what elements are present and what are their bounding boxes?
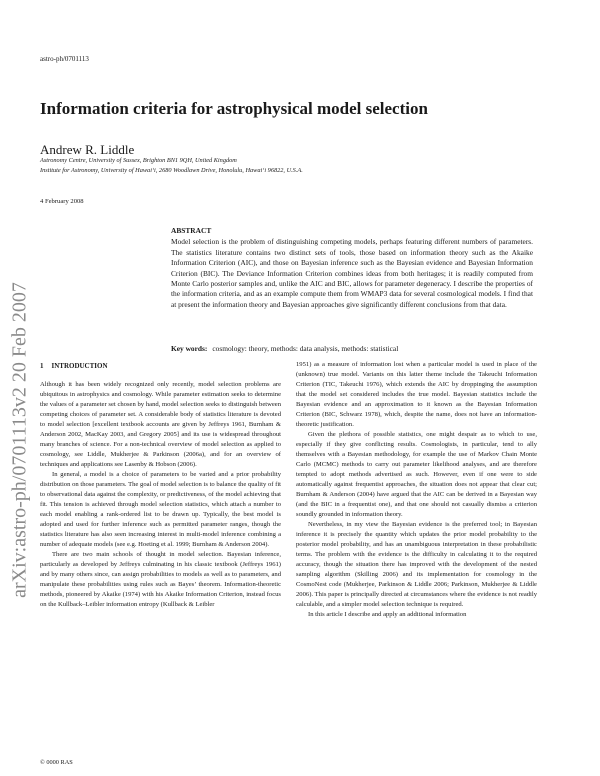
keywords-text: cosmology: theory, methods: data analysis, methods: statistical [212, 344, 399, 353]
section-title: INTRODUCTION [51, 362, 108, 370]
abstract-heading: ABSTRACT [171, 226, 212, 235]
arxiv-side-stamp-text: arXiv:astro-ph/0701113v2 20 Feb 2007 [8, 282, 31, 598]
keywords [171, 344, 398, 353]
left-column [40, 380, 281, 610]
abstract [171, 226, 533, 310]
right-column [296, 360, 537, 620]
copyright-footer: © 0000 RAS [40, 759, 73, 766]
paper-author: Andrew R. Liddle [40, 142, 135, 157]
paragraph: Although it has been widely recognized only recently, model selection problems are ubiquitous in astrophysics and cosmology. While parameter estimation seeks to determine the values of a parameter set chosen by hand, model selection seeks to distinguish between competing choices of parameter set. A considerable body of statistics literature is devoted to model selection [excellent textbook accounts are given by Jeffreys 1961, Burnham & Anderson 2002, MacKay 2003, and Gregory 2005] and its use is widespread throughout many branches of science. For a non-technical overview of model selection as applied to cosmology, see Liddle, Mukherjee & Parkinson (2006a), and for an overview of techniques and applications see Lasenby & Hobson (2006). [40, 381, 281, 468]
paragraph: Given the plethora of possible statistics, one might despair as to which to use, especially if they give conflicting results. Cosmologists, in particular, tend to ally themselves with a Bayesian methodology, for example the use of Markov Chain Monte Carlo (MCMC) methods to carry out parameter likelihood analyses, and are therefore tempted to adopt methods advertised as such. However, even if one were to side automatically against frequentist approaches, the situation does not appear that clear cut; Burnham & Anderson (2004) have argued that the AIC can be derived in a Bayesian way (and the BIC in a frequentist one), and that one should not casually dismiss a criterion soundly grounded in information theory. [296, 431, 537, 518]
arxiv-id: astro-ph/0701113 [40, 55, 89, 63]
section-heading [40, 362, 108, 370]
paragraph: 1951) as a measure of information lost when a particular model is used in place of the (unknown) true model. Variants on this latter theme include the Takeuchi Information Criterion (TIC, Takeuchi 1976), which extends the AIC by droppinging the assumption that the model set considered includes the true model. Bayesian statistics include the Bayesian evidence and an approximation to it known as the Bayesian Information Criterion (BIC, Schwarz 1978), which, despite the name, does not have an information-theoretic justification. [296, 361, 537, 428]
affiliation-1: Astronomy Centre, University of Sussex, Brighton BN1 9QH, United Kingdom [40, 157, 237, 164]
paragraph: There are two main schools of thought in model selection. Bayesian inference, particularly as developed by Jeffreys culminating in his classic textbook (Jeffreys 1961) and by many others since, can assign probabilities to models as well as to parameters, and manipulate these probabilities using rules such as Bayes’ theorem. Information-theoretic methods, pioneered by Akaike (1974) with his Akaike Information Criterion, instead focus on the Kullback–Leibler information entropy (Kullback & Leibler [40, 551, 281, 608]
paragraph: Nevertheless, in my view the Bayesian evidence is the preferred tool; in Bayesian inference it is precisely the quantity which updates the prior model probability to the posterior model probability, and has an unambiguous interpretation in these probabilistic terms. The problem with the evidence is the difficulty in calculating it to the required accuracy, though the situation there has improved with the development of the nested sampling algorithm (Skilling 2006) and its implementation for cosmology in the CosmoNest code (Mukherjee, Parkinson & Liddle 2006; Parkinson, Mukherjee & Liddle 2006). This paper is principally directed at circumstances where the evidence is not readily calculable, and a simpler model selection technique is required. [296, 521, 537, 608]
paper-date: 4 February 2008 [40, 198, 84, 205]
keywords-label: Key words: [171, 344, 208, 353]
affiliation-2: Institute for Astronomy, University of Hawai‘i, 2680 Woodlawn Drive, Honolulu, Hawai‘i 96822, U.S.A. [40, 167, 303, 174]
paragraph: In general, a model is a choice of parameters to be varied and a prior probability distribution on those parameters. The goal of model selection is to balance the quality of fit to observational data against the complexity, or predictiveness, of the model achieving that fit. This tension is achieved through model selection statistics, which attach a number to each model enabling a rank-ordered list to be drawn up. Typically, the best model is adopted and used for further inference such as permitted parameter ranges, though the statistics literature has also seen increasing interest in multi-model inference combining a number of adequate models (see e.g. Hoeting et al. 1999; Burnham & Anderson 2004). [40, 471, 281, 548]
arxiv-side-stamp [0, 0, 40, 776]
section-number: 1 [40, 362, 44, 370]
paragraph: In this article I describe and apply an additional information [308, 611, 467, 618]
abstract-text: Model selection is the problem of distinguishing competing models, perhaps featuring different numbers of parameters. The statistics literature contains two distinct sets of tools, those based on information theory such as the Akaike Information Criterion (AIC), and those on Bayesian inference such as the Bayesian evidence and Bayesian Information Criterion (BIC). The Deviance Information Criterion combines ideas from both heritages; it is readily computed from Monte Carlo posterior samples and, unlike the AIC and BIC, allows for parameter degeneracy. I describe the properties of the information criteria, and as an example compute them from WMAP3 data for several cosmological models. I find that at present the information theory and Bayesian approaches give significantly different conclusions from that data. [171, 237, 533, 309]
paper-title: Information criteria for astrophysical model selection [40, 99, 428, 118]
